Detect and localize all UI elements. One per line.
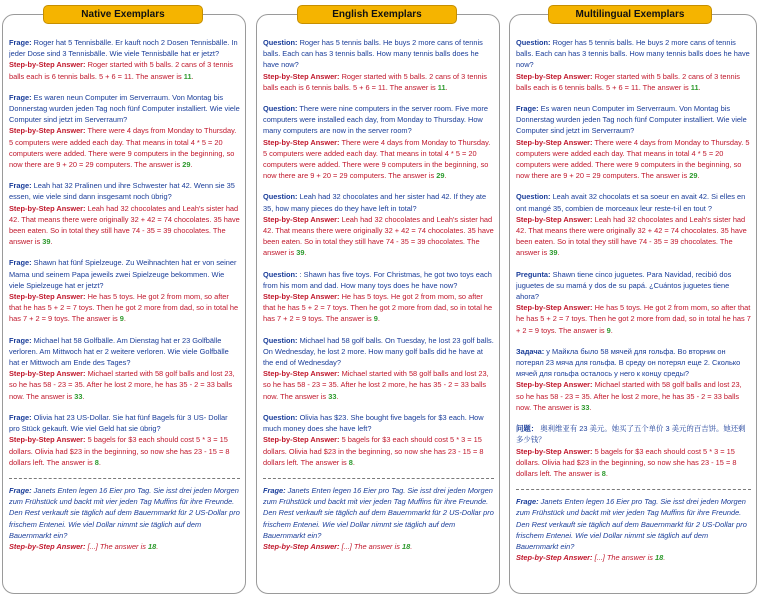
answer-period: . (445, 82, 448, 92)
answer-number: 9 (119, 314, 124, 324)
answer-period: . (336, 391, 339, 401)
answer-text: Michael started with 58 golf balls and lost 23, so he has 58 - 23 = 35. After he lost 2 more, he has 35 - 2 = 33 balls now. The answer is (9, 369, 235, 401)
answer-number: 11 (690, 82, 699, 92)
question-label: Question: (263, 412, 298, 422)
answer-text: Michael started with 58 golf balls and lost 23, so he has 58 - 23 = 35. After he lost 2 more, he has 35 - 2 = 33 balls now. The answer is (263, 369, 489, 401)
answer-text: Leah had 32 chocolates and Leah's sister had 42. That means there were originally 32 + 42 = 74 chocolates. 35 have been eaten. So in total they still have 74 - 35 = 39 chocolates. The answer is (9, 203, 240, 247)
answer-label: Step-by-Step Answer: (516, 380, 593, 390)
question-label: Frage: (9, 412, 32, 422)
english-exemplars-body (263, 37, 494, 589)
answer-number: 29 (436, 171, 445, 181)
native-exemplars-body (9, 37, 240, 589)
answer-text: [...] The answer is (87, 541, 146, 551)
question-text: Leah avait 32 chocolats et sa soeur en avait 42. Si elles en ont mangé 35, combien de morceaux leur reste-t-il en tout ? (516, 192, 746, 213)
answer-text: Leah had 32 chocolates and Leah's sister had 42. That means there were originally 32 + 42 = 74 chocolates. 35 have been eaten. So in total they still have 74 - 35 = 39 chocolates. The answer is (263, 214, 494, 258)
question-text: Janets Enten legen 16 Eier pro Tag. Sie isst drei jeden Morgen zum Frühstück und backt mit vier jeden Tag Muffins für ihre Freunde. Den Rest verkauft sie täglich auf dem Bauernmarkt für 2 US-Dollar pro frischem Entenei. Wie viel Dollar nimmt sie täglich auf dem Bauernmarkt ein? (263, 485, 494, 540)
exemplar (9, 180, 240, 247)
question-label: Задача: (516, 346, 545, 356)
question-label: Frage: (516, 497, 539, 507)
native-exemplars-panel (2, 14, 246, 594)
question-text: Janets Enten legen 16 Eier pro Tag. Sie isst drei jeden Morgen zum Frühstück und backt mit vier jeden Tag Muffins für ihre Freunde. Den Rest verkauft sie täglich auf dem Bauernmarkt für 2 US-Dollar pro frischem Entenei. Wie viel Dollar nimmt sie täglich auf dem Bauernmarkt ein? (9, 485, 240, 540)
answer-label: Step-by-Step Answer: (9, 435, 86, 445)
answer-label: Step-by-Step Answer: (9, 541, 86, 551)
answer-label: Step-by-Step Answer: (516, 303, 593, 313)
answer-number: 29 (689, 171, 698, 181)
answer-label: Step-by-Step Answer: (263, 71, 340, 81)
answer-period: . (82, 391, 85, 401)
answer-label: Step-by-Step Answer: (516, 553, 593, 563)
exemplar (9, 335, 240, 402)
answer-period: . (191, 71, 194, 81)
answer-period: . (377, 314, 380, 324)
answer-text: He has 5 toys. He got 2 from mom, so after that he has 5 + 2 = 7 toys. Then he got 2 more from dad, so in total he has 7 + 2 = 9 toys. The answer is (516, 303, 751, 335)
exemplar (9, 412, 240, 468)
answer-number: 11 (183, 71, 192, 81)
question-text: Roger has 5 tennis balls. He buys 2 more cans of tennis balls. Each can has 3 tennis balls. How many tennis balls does he have now? (516, 38, 750, 70)
question-label: Question: (263, 335, 298, 345)
answer-label: Step-by-Step Answer: (263, 137, 340, 147)
answer-text: Roger started with 5 balls. 2 cans of 3 tennis balls each is 6 tennis balls. 5 + 6 = 11. The answer is (263, 71, 488, 92)
answer-number: 33 (74, 391, 83, 401)
answer-number: 9 (606, 325, 611, 335)
answer-number: 8 (94, 457, 99, 467)
exemplar (516, 269, 751, 336)
answer-number: 8 (348, 457, 353, 467)
answer-number: 9 (373, 314, 378, 324)
exemplar (516, 103, 751, 181)
answer-period: . (98, 457, 101, 467)
answer-label: Step-by-Step Answer: (516, 71, 593, 81)
answer-text: 5 bagels for $3 each should cost 5 * 3 = 15 dollars. Olivia had $23 in the beginning, so now she has 23 - 15 = 8 dollars left. The answer is (263, 435, 484, 467)
answer-period: . (698, 82, 701, 92)
question-text: : Shawn has five toys. For Christmas, he got two toys each from his mom and dad. How many toys does he have now? (263, 269, 492, 290)
answer-label: Step-by-Step Answer: (516, 137, 593, 147)
answer-text: 5 bagels for $3 each should cost 5 * 3 = 15 dollars. Olivia had $23 in the beginning, so now she has 23 - 15 = 8 dollars left. The answer is (9, 435, 230, 467)
answer-text: [...] The answer is (341, 541, 400, 551)
answer-number: 39 (296, 248, 305, 258)
question-label: Question: (263, 192, 298, 202)
answer-label: Step-by-Step Answer: (263, 369, 340, 379)
question-text: Roger hat 5 Tennisbälle. Er kauft noch 2 Dosen Tennisbälle. In jeder Dose sind 3 Tennisbälle. Wie viele Tennisbälle hat er jetzt? (9, 38, 238, 59)
answer-label: Step-by-Step Answer: (9, 369, 86, 379)
answer-number: 39 (549, 248, 558, 258)
answer-label: Step-by-Step Answer: (516, 214, 593, 224)
question-label: Question: (516, 192, 551, 202)
answer-text: Leah had 32 chocolates and Leah's sister had 42. That means there were originally 32 + 42 = 74 chocolates. 35 have been eaten. So in total they still have 74 - 35 = 39 chocolates. The answer is (516, 214, 747, 258)
divider (263, 478, 494, 479)
question-label: Question: (263, 269, 298, 279)
exemplar (263, 335, 494, 402)
question-text: Michael had 58 golf balls. On Tuesday, he lost 23 golf balls. On Wednesday, he lost 2 more. How many golf balls did he have at the end of Wednesday? (263, 335, 494, 368)
answer-label: Step-by-Step Answer: (9, 126, 86, 136)
exemplar (9, 257, 240, 324)
question-text: Leah hat 32 Pralinen und ihre Schwester hat 42. Wenn sie 35 essen, wie viele sind dann insgesamt noch übrig? (9, 181, 235, 202)
target-example (263, 485, 494, 552)
answer-period: . (304, 248, 307, 258)
answer-label: Step-by-Step Answer: (9, 292, 86, 302)
answer-number: 11 (437, 82, 446, 92)
answer-number: 39 (42, 237, 51, 247)
question-label: Frage: (516, 104, 539, 114)
answer-period: . (605, 468, 608, 478)
question-text: 奥利维亚有 23 美元。她买了五个单价 3 美元的百吉饼。她还剩多少钱？ (516, 424, 746, 445)
answer-period: . (190, 160, 193, 170)
question-text: There were nine computers in the server room. Five more computers were installed each day, from Monday to Thursday. How many computers are now in the server room? (263, 104, 488, 136)
multilingual-exemplars-header: Multilingual Exemplars (548, 5, 712, 24)
question-label: Frage: (9, 38, 32, 47)
answer-text: There were 4 days from Monday to Thursday. 5 computers were added each day. That means in total 4 * 5 = 20 computers were added. There were 9 computers in the beginning, so now there are 9 + 20 = 29 computers. The answer is (516, 137, 750, 181)
question-label: Question: (263, 104, 298, 114)
answer-text: [...] The answer is (594, 553, 653, 563)
exemplar (263, 269, 494, 325)
answer-text: He has 5 toys. He got 2 from mom, so after that he has 5 + 2 = 7 toys. Then he got 2 more from dad, so in total he has 7 + 2 = 9 toys. The answer is (263, 292, 493, 324)
exemplar (9, 92, 240, 170)
exemplar (263, 37, 494, 93)
exemplar (516, 346, 751, 413)
question-text: Es waren neun Computer im Serverraum. Von Montag bis Donnerstag wurden jeden Tag noch fünf Computer installiert. Wie viele Computer sind jetzt im Serverraum? (516, 104, 747, 136)
exemplar (516, 191, 751, 258)
english-exemplars-panel (256, 14, 500, 594)
answer-text: Roger started with 5 balls. 2 cans of 3 tennis balls each is 6 tennis balls. 5 + 6 = 11. The answer is (9, 60, 234, 81)
question-text: Janets Enten legen 16 Eier pro Tag. Sie isst drei jeden Morgen zum Frühstück und backt mit vier jeden Tag Muffins für ihre Freunde. Den Rest verkauft sie täglich auf dem Bauernmarkt für 2 US-Dollar pro frischem Entenei. Wie viel Dollar nimmt sie täglich auf dem Bauernmarkt ein? (516, 497, 747, 551)
answer-label: Step-by-Step Answer: (516, 446, 593, 456)
question-text: Michael hat 58 Golfbälle. Am Dienstag hat er 23 Golfbälle verloren. Am Mittwoch hat er 2 weitere verloren. Wie viele Golfbälle hat er Mittwoch am Ende des Tages? (9, 335, 229, 368)
question-label: Frage: (9, 181, 32, 191)
answer-text: Roger started with 5 balls. 2 cans of 3 tennis balls each is 6 tennis balls. 5 + 6 = 11. The answer is (516, 71, 741, 92)
answer-period: . (50, 237, 53, 247)
answer-period: . (156, 541, 159, 551)
answer-period: . (663, 553, 666, 563)
exemplar (516, 423, 751, 479)
question-label: Frage: (9, 335, 32, 345)
question-text: Roger has 5 tennis balls. He buys 2 more cans of tennis balls. Each can has 3 tennis balls. How many tennis balls does he have now? (263, 38, 483, 70)
target-example (516, 496, 751, 563)
question-label: 问题： (516, 424, 539, 434)
answer-period: . (589, 402, 592, 412)
multilingual-exemplars-body (516, 37, 751, 589)
question-text: Leah had 32 chocolates and her sister had 42. If they ate 35, how many pieces do they have left in total? (263, 192, 487, 213)
answer-number: 8 (601, 468, 606, 478)
question-label: Pregunta: (516, 269, 551, 279)
exemplar (9, 37, 240, 82)
question-text: Olivia has $23. She bought five bagels for $3 each. How much money does she have left? (263, 412, 484, 434)
answer-period: . (444, 171, 447, 181)
answer-number: 18 (401, 541, 411, 551)
native-exemplars-header: Native Exemplars (43, 5, 203, 24)
answer-text: There were 4 days from Monday to Thursday. 5 computers were added each day. That means in total 4 * 5 = 20 computers were added. There were 9 computers in the beginning, so now there are 9 + 20 = 29 computers. The answer is (263, 137, 491, 181)
answer-number: 33 (328, 391, 337, 401)
answer-period: . (410, 541, 413, 551)
answer-period: . (123, 314, 126, 324)
answer-number: 18 (147, 541, 157, 551)
answer-text: There were 4 days from Monday to Thursday. 5 computers were added each day. That means in total 4 * 5 = 20 computers were added. There were 9 computers in the beginning, so now there are 9 + 20 = 29 computers. The answer is (9, 126, 237, 170)
question-text: Shawn hat fünf Spielzeuge. Zu Weihnachten hat er von seiner Mama und seinem Papa jeweils zwei Spielzeuge bekommen. Wie viele Spielzeuge hat er jetzt? (9, 258, 237, 290)
divider (9, 478, 240, 479)
question-label: Frage: (9, 258, 32, 268)
answer-text: 5 bagels for $3 each should cost 5 * 3 = 15 dollars. Olivia had $23 in the beginning, so now she has 23 - 15 = 8 dollars left. The answer is (516, 446, 737, 478)
exemplar (263, 412, 494, 468)
answer-label: Step-by-Step Answer: (9, 60, 86, 70)
exemplar (263, 191, 494, 258)
answer-period: . (697, 171, 700, 181)
exemplar (263, 103, 494, 181)
question-label: Frage: (9, 485, 32, 495)
question-text: Olivia hat 23 US-Dollar. Sie hat fünf Bagels für 3 US- Dollar pro Stück gekauft. Wie viel Geld hat sie übrig? (9, 412, 228, 434)
question-label: Frage: (263, 485, 286, 495)
answer-label: Step-by-Step Answer: (263, 292, 340, 302)
exemplar (516, 37, 751, 93)
answer-number: 29 (182, 160, 191, 170)
answer-label: Step-by-Step Answer: (263, 435, 340, 445)
question-label: Question: (516, 38, 551, 47)
answer-period: . (610, 325, 613, 335)
divider (516, 489, 751, 490)
answer-number: 33 (581, 402, 590, 412)
answer-text: He has 5 toys. He got 2 from mom, so after that he has 5 + 2 = 7 toys. Then he got 2 more from dad, so in total he has 7 + 2 = 9 toys. The answer is (9, 292, 239, 324)
answer-period: . (557, 248, 560, 258)
answer-period: . (352, 457, 355, 467)
question-text: у Майкла было 58 мячей для гольфа. Во вторник он потерял 23 мяча для гольфа. В среду он потерял еще 2. Сколько мячей для гольфа осталось у него к концу среды? (516, 346, 741, 379)
question-label: Question: (263, 38, 298, 47)
target-example (9, 485, 240, 552)
english-exemplars-header: English Exemplars (297, 5, 457, 24)
answer-label: Step-by-Step Answer: (263, 541, 340, 551)
question-label: Frage: (9, 92, 32, 102)
question-text: Shawn tiene cinco juguetes. Para Navidad, recibió dos juguetes de su mamá y dos de su papá. ¿Cuántos juguetes tiene ahora? (516, 269, 732, 302)
question-text: Es waren neun Computer im Serverraum. Von Montag bis Donnerstag wurden jeden Tag noch fünf Computer installiert. Wie viele Computer sind jetzt im Serverraum? (9, 92, 240, 125)
answer-label: Step-by-Step Answer: (9, 203, 86, 213)
answer-number: 18 (654, 553, 664, 563)
answer-label: Step-by-Step Answer: (263, 214, 340, 224)
answer-text: Michael started with 58 golf balls and lost 23, so he has 58 - 23 = 35. After he lost 2 more, he has 35 - 2 = 33 balls now. The answer is (516, 380, 742, 412)
multilingual-exemplars-panel (509, 14, 757, 594)
